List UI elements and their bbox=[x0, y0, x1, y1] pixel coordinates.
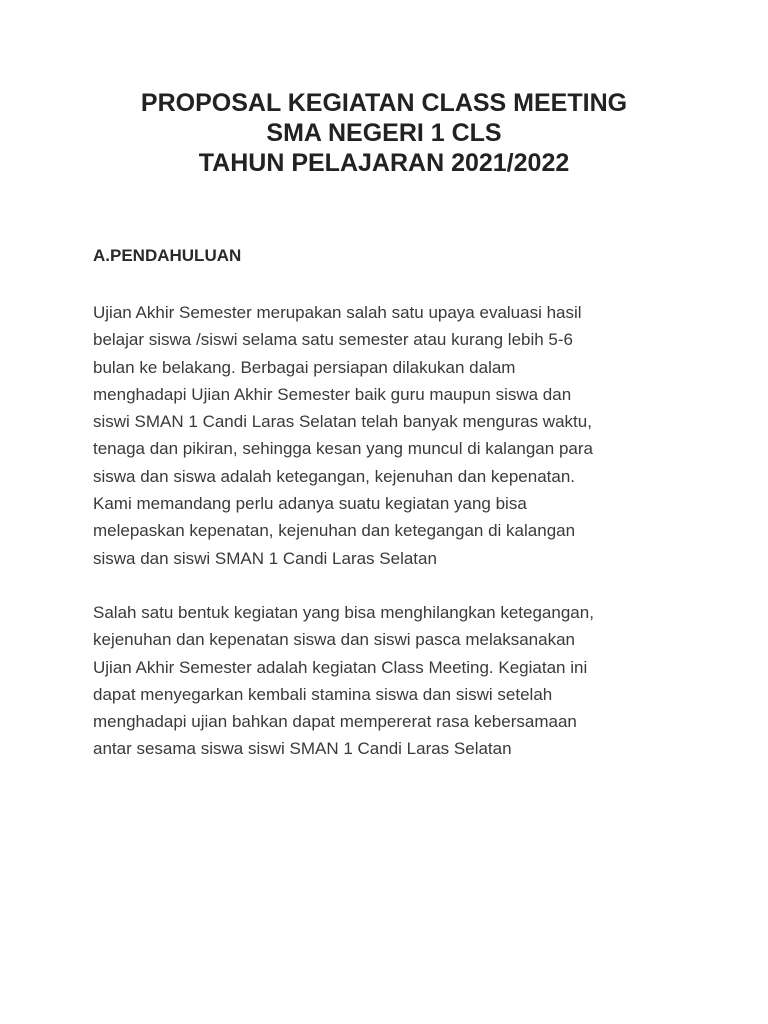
paragraph-line: siswa dan siswa adalah ketegangan, kejenuhan dan kepenatan. bbox=[93, 466, 576, 486]
paragraph-line: belajar siswa /siswi selama satu semester atau kurang lebih 5-6 bbox=[93, 330, 574, 350]
paragraph-line: siswi SMAN 1 Candi Laras Selatan telah banyak menguras waktu, bbox=[93, 412, 592, 432]
paragraph-line: bulan ke belakang. Berbagai persiapan dilakukan dalam bbox=[93, 357, 516, 377]
section-heading: A.PENDAHULUAN bbox=[93, 246, 242, 265]
paragraph-line: kejenuhan dan kepenatan siswa dan siswi pasca melaksanakan bbox=[93, 630, 575, 650]
paragraph-line: tenaga dan pikiran, sehingga kesan yang muncul di kalangan para bbox=[93, 439, 593, 459]
paragraph-line: Kami memandang perlu adanya suatu kegiatan yang bisa bbox=[93, 494, 527, 514]
paragraph-line: menghadapi Ujian Akhir Semester baik guru maupun siswa dan bbox=[93, 384, 572, 404]
title-line: PROPOSAL KEGIATAN CLASS MEETING bbox=[140, 89, 628, 117]
paragraph-line: menghadapi ujian bahkan dapat mempererat rasa kebersamaan bbox=[93, 712, 577, 732]
paragraph-introduction bbox=[93, 299, 693, 572]
paragraph-line: antar sesama siswa siswi SMAN 1 Candi Laras Selatan bbox=[93, 739, 512, 759]
paragraph-line: Ujian Akhir Semester merupakan salah satu upaya evaluasi hasil bbox=[93, 303, 582, 322]
paragraph-line: dapat menyegarkan kembali stamina siswa dan siswi setelah bbox=[93, 684, 553, 704]
paragraph-line: Ujian Akhir Semester adalah kegiatan Class Meeting. Kegiatan ini bbox=[93, 657, 588, 677]
paragraph-line: siswa dan siswi SMAN 1 Candi Laras Selatan bbox=[93, 548, 437, 568]
title-line: SMA NEGERI 1 CLS bbox=[266, 119, 502, 147]
paragraph-line: melepaskan kepenatan, kejenuhan dan ketegangan di kalangan bbox=[93, 521, 576, 541]
title-line: TAHUN PELAJARAN 2021/2022 bbox=[198, 149, 570, 177]
document-title bbox=[0, 88, 768, 178]
paragraph-class-meeting bbox=[93, 599, 693, 763]
paragraph-line: Salah satu bentuk kegiatan yang bisa menghilangkan ketegangan, bbox=[93, 603, 594, 622]
